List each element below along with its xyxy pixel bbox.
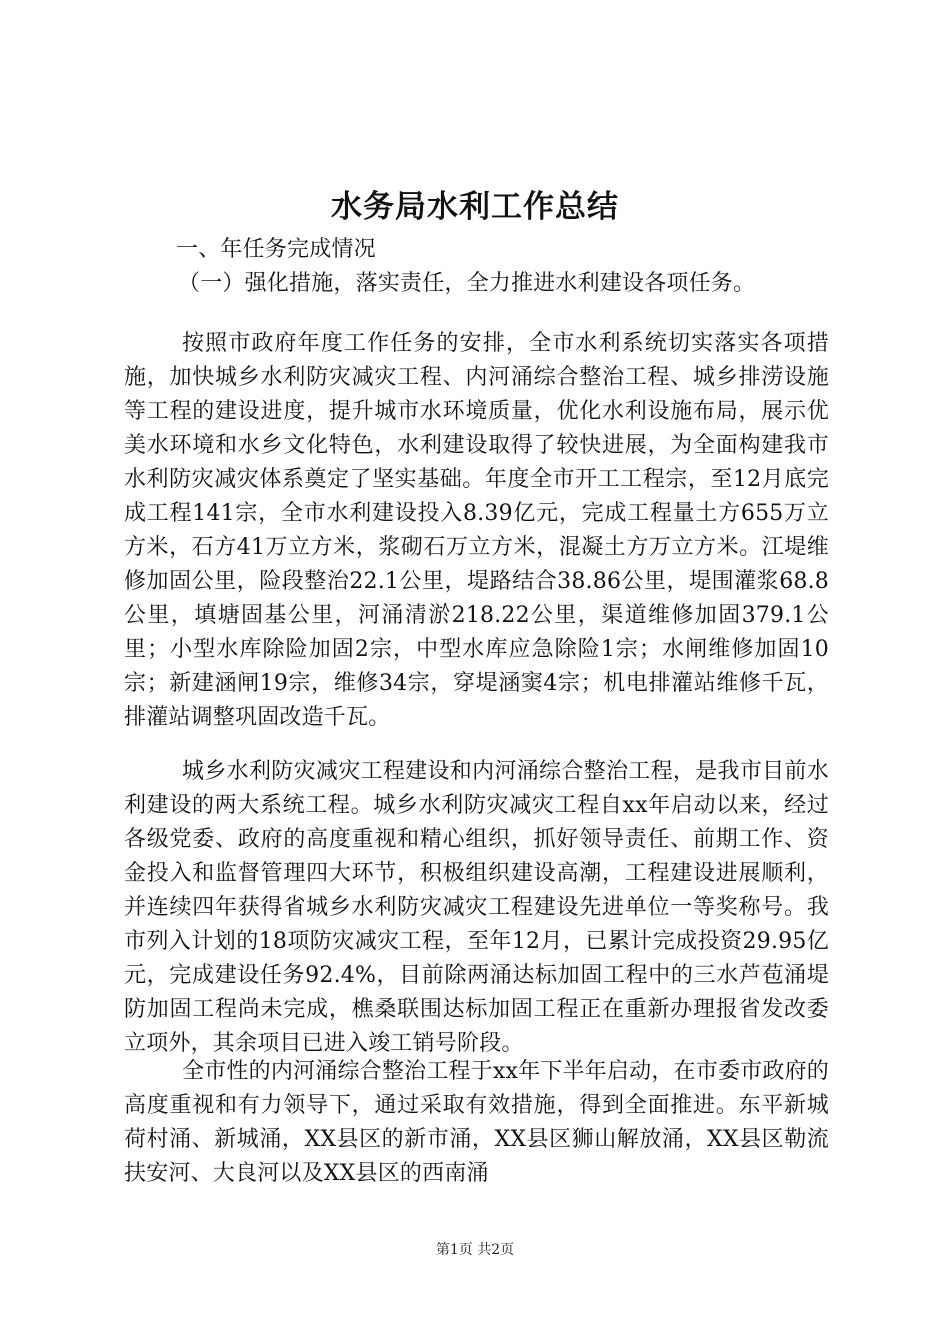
paragraph-1: 按照市政府年度工作任务的安排，全市水利系统切实落实各项措施，加快城乡水利防灾减灾工程、内河涌综合整治工程、城乡排涝设施等工程的建设进度，提升城市水环境质量，优化水利设施布局，展示优美水环境和水乡文化特色，水利建设取得了较快进展，为全面构建我市水利防灾减灾体系奠定了坚实基础。年度全市开工工程宗，至12月底完成工程141宗，全市水利建设投入8.39亿元，完成工程量土方655万立方米，石方41万立方米，浆砌石万立方米，混凝土方万立方米。江堤维修加固公里，险段整治22.1公里，堤路结合38.86公里，堤围灌浆68.8公里，填塘固基公里，河涌清淤218.22公里，渠道维修加固379.1公里；小型水库除险加固2宗，中型水库应急除险1宗；水闸维修加固10宗；新建涵闸19宗，维修34宗，穿堤涵窦4宗；机电排灌站维修千瓦，排灌站调整巩固改造千瓦。 — [124, 331, 829, 730]
section-heading: 一、年任务完成情况 — [176, 237, 376, 262]
document-title: 水务局水利工作总结 — [331, 189, 619, 225]
paragraph-2: 城乡水利防灾减灾工程建设和内河涌综合整治工程，是我市目前水利建设的两大系统工程。城乡水利防灾减灾工程自xx年启动以来，经过各级党委、政府的高度重视和精心组织，抓好领导责任、前期工作、资金投入和监督管理四大环节，积极组织建设高潮，工程建设进展顺利，并连续四年获得省城乡水利防灾减灾工程建设先进单位一等奖称号。我市列入计划的18项防灾减灾工程，至年12月，已累计完成投资29.95亿元，完成建设任务92.4%，目前除两涌达标加固工程中的三水芦苞涌堤防加固工程尚未完成，樵桑联围达标加固工程正在重新办理报省发改委立项外，其余项目已进入竣工销号阶段。 — [124, 759, 829, 1056]
paragraph-3: 全市性的内河涌综合整治工程于xx年下半年启动，在市委市政府的高度重视和有力领导下，通过采取有效措施，得到全面推进。东平新城荷村涌、新城涌，XX县区的新市涌，XX县区狮山解放涌，XX县区勒流扶安河、大良河以及XX县区的西南涌 — [124, 1059, 829, 1186]
page-footer: 第1页 共2页 — [435, 1242, 515, 1258]
subsection-heading: （一）强化措施，落实责任，全力推进水利建设各项任务。 — [178, 271, 756, 296]
